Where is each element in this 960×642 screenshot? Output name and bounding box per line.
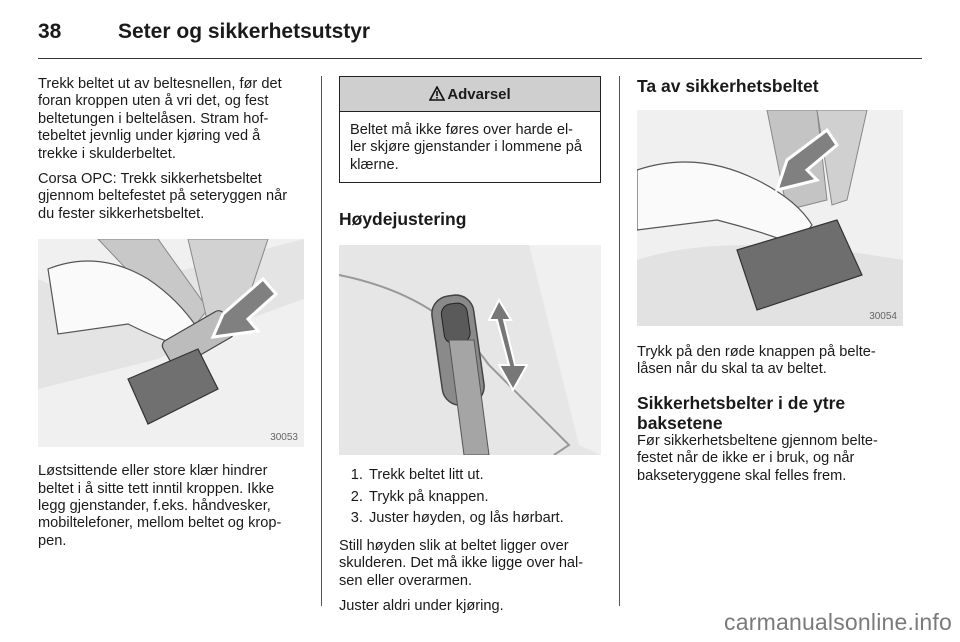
fasten-instructions: Trekk beltet ut av beltesnellen, før det foran kroppen uten å vri det, og fest beltetungen i beltelåsen. Stram hof- tebeltet jevnlig under kjøring ved å trekke i skulderbeltet.	[38, 76, 282, 162]
column-right	[637, 76, 903, 493]
column-divider	[321, 76, 322, 606]
header-divider	[38, 58, 922, 59]
rear-belts-instructions: Før sikkerhetsbeltene gjennom belte- festet når de ikke er i bruk, og når bakseteryggene skal felles frem.	[637, 432, 878, 484]
list-item: 3. Juster høyden, og lås hørbart.	[367, 508, 601, 530]
warning-box	[339, 76, 601, 183]
remove-belt-heading: Ta av sikkerhetsbeltet	[637, 76, 819, 96]
warning-title: Advarsel	[447, 85, 511, 103]
list-item: 1. Trekk beltet litt ut.	[367, 465, 601, 487]
warning-text: Beltet må ikke føres over harde el- ler skjøre gjenstander i lommene på klærne.	[350, 122, 582, 173]
release-instructions: Trykk på den røde knappen på belte- låsen når du skal ta av beltet.	[637, 344, 876, 378]
watermark: carmanualsonline.info	[724, 609, 952, 635]
seatbelt-buckle-illustration	[38, 239, 304, 447]
column-left	[38, 76, 304, 558]
buckle-release-illustration	[637, 110, 903, 326]
page-number: 38	[38, 20, 62, 43]
buckle-fastening-illustration	[38, 239, 304, 447]
buckle-release-drawing	[637, 110, 903, 326]
clothing-warning: Løstsittende eller store klær hindrer beltet i å sitte tett inntil kroppen. Ikke legg gjenstander, f.eks. håndvesker, mobiltelefoner, mellom beltet og krop- pen.	[38, 463, 282, 549]
heading-line: baksetene	[637, 412, 723, 433]
height-adjust-heading: Høydejustering	[339, 209, 467, 230]
list-item: 2. Trykk på knappen.	[367, 487, 601, 509]
opc-note: Corsa OPC: Trekk sikkerhetsbeltet gjennom beltefestet på seteryggen når du fester sikkerhetsbeltet.	[38, 171, 288, 222]
warning-header	[340, 77, 600, 112]
driving-note: Juster aldri under kjøring.	[339, 598, 504, 615]
figure-code: 30053	[270, 432, 298, 444]
belt-height-adjuster-illustration	[339, 245, 601, 455]
page-title: Seter og sikkerhetsutstyr	[118, 20, 371, 43]
figure-code: 30054	[869, 311, 897, 322]
height-adjust-illustration	[339, 245, 601, 455]
shoulder-note: Still høyden slik at beltet ligger over skulderen. Det må ikke ligge over hal- sen eller overarmen.	[339, 538, 584, 589]
column-divider	[619, 76, 620, 606]
heading-line: Sikkerhetsbelter i de ytre	[637, 392, 846, 413]
rear-belts-heading	[637, 393, 903, 433]
adjust-steps-list	[339, 465, 601, 530]
warning-triangle-icon	[429, 86, 445, 102]
column-middle	[339, 76, 601, 624]
page-header	[38, 14, 370, 50]
